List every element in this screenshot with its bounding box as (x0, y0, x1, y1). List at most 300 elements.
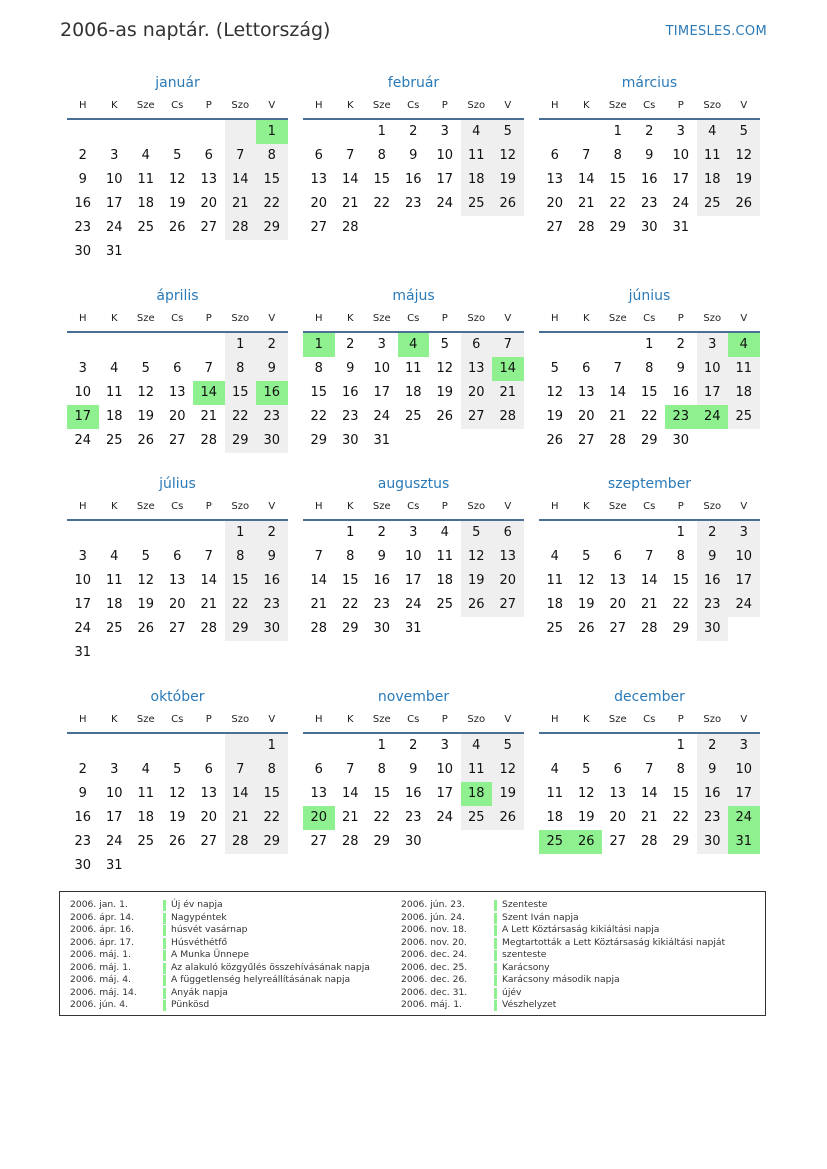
day-cell: 16 (640, 172, 658, 187)
day-cell: 30 (672, 433, 690, 448)
weekday-label: H (314, 313, 323, 324)
holiday-day-cell: 25 (539, 830, 571, 854)
day-cell: 18 (105, 409, 123, 424)
day-cell: 7 (225, 144, 257, 168)
day-cell: 26 (137, 433, 155, 448)
weekday-label: Cs (171, 313, 184, 324)
holiday-color-marker (163, 975, 166, 986)
day-cell: 30 (256, 429, 288, 453)
day-cell: 29 (672, 834, 690, 849)
legend-date: 2006. ápr. 14. (70, 911, 135, 923)
day-cell: 19 (461, 569, 493, 593)
day-cell: 10 (105, 172, 123, 187)
day-cell: 31 (105, 244, 123, 259)
day-cell: 5 (141, 361, 150, 376)
day-cell: 23 (74, 834, 92, 849)
day-cell: 10 (672, 148, 690, 163)
day-cell: 10 (728, 758, 760, 782)
weekday-label: Cs (171, 714, 184, 725)
day-cell: 15 (256, 782, 288, 806)
holiday-color-marker (163, 1000, 166, 1011)
day-cell: 17 (74, 597, 92, 612)
day-cell: 14 (640, 573, 658, 588)
holiday-day-cell: 1 (256, 120, 288, 144)
day-cell: 23 (341, 409, 359, 424)
day-cell: 31 (404, 621, 422, 636)
day-cell: 17 (105, 196, 123, 211)
month-9 (539, 471, 760, 641)
day-cell: 8 (225, 357, 257, 381)
weekday-label: Sze (608, 313, 627, 324)
holiday-day-cell: 1 (303, 333, 335, 357)
day-cell: 26 (168, 834, 186, 849)
day-cell: 6 (173, 361, 182, 376)
day-cell: 16 (74, 196, 92, 211)
day-cell: 7 (314, 549, 323, 564)
day-cell: 4 (141, 148, 150, 163)
day-grid (539, 333, 760, 453)
holiday-day-cell: 14 (492, 357, 524, 381)
month-name: szeptember (607, 476, 692, 492)
day-cell: 7 (645, 762, 654, 777)
weekday-label: H (550, 714, 559, 725)
day-grid (303, 333, 524, 453)
day-grid (303, 120, 524, 240)
weekday-label: Szo (467, 714, 486, 725)
day-cell: 5 (582, 549, 591, 564)
weekday-label: K (110, 714, 118, 725)
empty-cell (571, 120, 603, 144)
day-grid (67, 521, 288, 665)
day-cell: 12 (137, 573, 155, 588)
weekday-header (539, 495, 760, 521)
day-cell: 17 (697, 381, 729, 405)
day-cell: 10 (697, 357, 729, 381)
day-cell: 16 (373, 573, 391, 588)
day-cell: 19 (168, 196, 186, 211)
day-cell: 16 (74, 810, 92, 825)
month-name: február (387, 75, 440, 91)
day-cell: 18 (697, 168, 729, 192)
day-cell: 19 (577, 597, 595, 612)
month-5 (303, 283, 524, 453)
month-name: január (155, 75, 200, 91)
month-name: október (150, 689, 205, 705)
weekday-label: H (78, 100, 87, 111)
empty-cell (99, 333, 131, 357)
day-cell: 2 (409, 738, 418, 753)
empty-cell (602, 734, 634, 758)
legend-holiday-name: Az alakuló közgyűlés összehívásának napja (171, 961, 370, 973)
day-cell: 24 (436, 196, 454, 211)
day-cell: 1 (346, 525, 355, 540)
holiday-color-marker (494, 950, 497, 961)
legend-holiday-name: húsvét vasárnap (171, 924, 248, 935)
day-cell: 27 (609, 621, 627, 636)
weekday-header (303, 495, 524, 521)
weekday-label: Cs (407, 501, 420, 512)
weekday-label: Cs (643, 313, 656, 324)
day-cell: 1 (256, 734, 288, 758)
day-cell: 21 (577, 196, 595, 211)
day-cell: 27 (461, 405, 493, 429)
day-cell: 25 (697, 192, 729, 216)
month-2 (303, 70, 524, 240)
weekday-header (67, 495, 288, 521)
day-cell: 9 (409, 762, 418, 777)
legend-row (401, 949, 725, 962)
weekday-label: P (677, 100, 684, 111)
holiday-color-marker (163, 925, 166, 936)
day-cell: 14 (341, 786, 359, 801)
day-cell: 24 (728, 593, 760, 617)
weekday-label: Szo (703, 313, 722, 324)
day-cell: 25 (137, 834, 155, 849)
day-cell: 10 (105, 786, 123, 801)
day-cell: 6 (492, 521, 524, 545)
weekday-label: H (550, 313, 559, 324)
day-cell: 30 (640, 220, 658, 235)
day-cell: 27 (168, 433, 186, 448)
holiday-color-marker (494, 988, 497, 999)
legend-holiday-name: Pünkösd (171, 999, 210, 1010)
day-cell: 16 (341, 385, 359, 400)
day-cell: 14 (225, 168, 257, 192)
day-cell: 22 (225, 593, 257, 617)
empty-cell (193, 734, 225, 758)
empty-cell (303, 120, 335, 144)
holiday-day-cell: 26 (571, 830, 603, 854)
day-cell: 16 (256, 569, 288, 593)
day-cell: 21 (640, 810, 658, 825)
day-cell: 6 (461, 333, 493, 357)
day-cell: 28 (640, 621, 658, 636)
day-cell: 24 (672, 196, 690, 211)
day-cell: 19 (577, 810, 595, 825)
holiday-color-marker (163, 938, 166, 949)
day-cell: 20 (168, 409, 186, 424)
day-cell: 7 (204, 361, 213, 376)
day-cell: 22 (310, 409, 328, 424)
day-cell: 2 (676, 337, 685, 352)
day-cell: 15 (341, 573, 359, 588)
day-cell: 3 (110, 148, 119, 163)
day-cell: 12 (436, 361, 454, 376)
weekday-label: V (740, 100, 748, 111)
day-cell: 19 (137, 597, 155, 612)
day-cell: 10 (74, 385, 92, 400)
day-cell: 12 (168, 172, 186, 187)
day-cell: 9 (78, 786, 87, 801)
weekday-label: K (110, 501, 118, 512)
day-cell: 5 (582, 762, 591, 777)
day-cell: 27 (546, 220, 564, 235)
day-cell: 14 (609, 385, 627, 400)
day-cell: 25 (461, 192, 493, 216)
day-cell: 8 (377, 148, 386, 163)
empty-cell (634, 521, 666, 545)
day-cell: 7 (225, 758, 257, 782)
empty-cell (162, 734, 194, 758)
day-cell: 27 (200, 834, 218, 849)
weekday-label: P (205, 100, 212, 111)
day-cell: 13 (492, 545, 524, 569)
day-cell: 20 (546, 196, 564, 211)
day-cell: 30 (404, 834, 422, 849)
day-cell: 19 (492, 168, 524, 192)
day-cell: 8 (613, 148, 622, 163)
day-cell: 14 (640, 786, 658, 801)
holiday-color-marker (494, 1000, 497, 1011)
day-cell: 30 (74, 244, 92, 259)
day-cell: 22 (373, 196, 391, 211)
empty-cell (571, 521, 603, 545)
weekday-label: Szo (231, 100, 250, 111)
legend-row (401, 912, 725, 925)
day-cell: 13 (168, 573, 186, 588)
day-cell: 7 (582, 148, 591, 163)
day-cell: 24 (373, 409, 391, 424)
day-cell: 30 (341, 433, 359, 448)
legend-row (70, 962, 370, 975)
holiday-day-cell: 20 (303, 806, 335, 830)
month-1 (67, 70, 288, 264)
day-cell: 25 (137, 220, 155, 235)
legend-date: 2006. máj. 14. (70, 986, 137, 998)
brand-link[interactable]: TIMESLES.COM (665, 24, 767, 39)
day-cell: 26 (577, 621, 595, 636)
day-cell: 20 (461, 381, 493, 405)
day-cell: 28 (225, 216, 257, 240)
day-cell: 5 (550, 361, 559, 376)
day-cell: 9 (697, 758, 729, 782)
day-cell: 25 (546, 621, 564, 636)
empty-cell (193, 333, 225, 357)
legend-date: 2006. jún. 23. (401, 899, 465, 910)
weekday-label: K (110, 100, 118, 111)
day-cell: 3 (440, 124, 449, 139)
day-cell: 7 (204, 549, 213, 564)
day-cell: 11 (137, 172, 155, 187)
day-cell: 20 (168, 597, 186, 612)
day-cell: 26 (137, 621, 155, 636)
day-cell: 29 (373, 834, 391, 849)
empty-cell (335, 120, 367, 144)
day-grid (67, 734, 288, 878)
day-cell: 7 (645, 549, 654, 564)
legend-row (70, 912, 370, 925)
month-name: április (156, 288, 199, 304)
day-cell: 2 (346, 337, 355, 352)
day-cell: 6 (314, 148, 323, 163)
weekday-label: H (550, 501, 559, 512)
day-cell: 24 (74, 433, 92, 448)
day-cell: 18 (404, 385, 422, 400)
day-cell: 2 (377, 525, 386, 540)
legend-row (401, 987, 725, 1000)
day-cell: 25 (461, 806, 493, 830)
day-cell: 20 (492, 569, 524, 593)
legend-row (401, 937, 725, 950)
day-cell: 21 (225, 192, 257, 216)
day-cell: 23 (404, 810, 422, 825)
weekday-label: Sze (608, 501, 627, 512)
weekday-label: Sze (136, 313, 155, 324)
legend-holiday-name: A Lett Köztársaság kikiáltási napja (502, 924, 660, 935)
day-cell: 29 (256, 830, 288, 854)
empty-cell (99, 521, 131, 545)
day-cell: 6 (613, 549, 622, 564)
empty-cell (571, 333, 603, 357)
empty-cell (303, 734, 335, 758)
day-cell: 1 (225, 333, 257, 357)
day-cell: 18 (728, 381, 760, 405)
legend-holiday-name: Anyák napja (171, 986, 228, 998)
weekday-label: Cs (171, 100, 184, 111)
weekday-label: V (504, 501, 512, 512)
weekday-label: Szo (703, 100, 722, 111)
day-cell: 10 (373, 361, 391, 376)
legend-holiday-name: Szent Iván napja (502, 911, 579, 923)
day-cell: 19 (137, 409, 155, 424)
day-cell: 20 (609, 810, 627, 825)
empty-cell (130, 521, 162, 545)
day-cell: 11 (404, 361, 422, 376)
weekday-label: K (110, 313, 118, 324)
day-cell: 11 (137, 786, 155, 801)
weekday-label: Szo (703, 714, 722, 725)
day-cell: 14 (225, 782, 257, 806)
day-cell: 16 (697, 569, 729, 593)
empty-cell (225, 734, 257, 758)
day-cell: 26 (492, 806, 524, 830)
day-cell: 27 (609, 834, 627, 849)
weekday-label: Cs (407, 313, 420, 324)
day-cell: 26 (728, 192, 760, 216)
day-cell: 5 (173, 148, 182, 163)
weekday-label: Szo (467, 313, 486, 324)
day-cell: 21 (200, 409, 218, 424)
day-cell: 28 (200, 621, 218, 636)
day-cell: 7 (346, 148, 355, 163)
empty-cell (571, 734, 603, 758)
holiday-day-cell: 18 (461, 782, 493, 806)
day-cell: 11 (105, 573, 123, 588)
day-cell: 29 (225, 617, 257, 641)
page-title: 2006-as naptár. (Lettország) (60, 19, 331, 41)
day-cell: 2 (78, 762, 87, 777)
day-cell: 13 (609, 573, 627, 588)
day-cell: 9 (645, 148, 654, 163)
day-cell: 18 (436, 573, 454, 588)
weekday-label: V (268, 714, 276, 725)
day-cell: 24 (436, 810, 454, 825)
day-cell: 27 (577, 433, 595, 448)
day-cell: 1 (676, 525, 685, 540)
month-4 (67, 283, 288, 453)
weekday-label: Cs (643, 501, 656, 512)
month-name: november (377, 689, 450, 705)
day-cell: 25 (105, 433, 123, 448)
day-cell: 5 (141, 549, 150, 564)
weekday-label: H (78, 714, 87, 725)
day-cell: 23 (74, 220, 92, 235)
day-cell: 24 (74, 621, 92, 636)
day-cell: 28 (200, 433, 218, 448)
day-cell: 15 (256, 168, 288, 192)
legend-row (70, 987, 370, 1000)
day-cell: 4 (697, 120, 729, 144)
day-cell: 31 (373, 433, 391, 448)
day-cell: 13 (310, 786, 328, 801)
day-cell: 3 (78, 361, 87, 376)
day-cell: 12 (492, 144, 524, 168)
day-grid (303, 521, 524, 641)
day-cell: 30 (697, 830, 729, 854)
weekday-header (67, 708, 288, 734)
legend-date: 2006. nov. 20. (401, 936, 467, 948)
day-cell: 21 (640, 597, 658, 612)
day-cell: 7 (346, 762, 355, 777)
weekday-label: V (268, 100, 276, 111)
day-cell: 23 (256, 405, 288, 429)
weekday-label: V (504, 313, 512, 324)
day-cell: 23 (256, 593, 288, 617)
weekday-label: Sze (372, 501, 391, 512)
day-cell: 19 (728, 168, 760, 192)
day-cell: 22 (256, 806, 288, 830)
day-cell: 26 (436, 409, 454, 424)
day-cell: 20 (310, 196, 328, 211)
weekday-label: K (346, 100, 354, 111)
empty-cell (162, 120, 194, 144)
day-cell: 19 (546, 409, 564, 424)
holiday-day-cell: 24 (697, 405, 729, 429)
day-cell: 19 (492, 782, 524, 806)
weekday-label: Sze (372, 100, 391, 111)
day-cell: 21 (609, 409, 627, 424)
legend-holiday-name: Vészhelyzet (502, 999, 557, 1010)
day-cell: 22 (256, 192, 288, 216)
day-cell: 6 (550, 148, 559, 163)
empty-cell (193, 521, 225, 545)
day-cell: 4 (110, 361, 119, 376)
day-cell: 15 (373, 786, 391, 801)
day-cell: 16 (672, 385, 690, 400)
day-cell: 4 (141, 762, 150, 777)
legend-date: 2006. jún. 24. (401, 911, 465, 923)
day-cell: 3 (676, 124, 685, 139)
day-cell: 13 (546, 172, 564, 187)
day-cell: 23 (640, 196, 658, 211)
legend-row (401, 962, 725, 975)
day-cell: 21 (200, 597, 218, 612)
weekday-label: V (740, 313, 748, 324)
day-cell: 3 (409, 525, 418, 540)
day-grid (67, 333, 288, 453)
day-cell: 22 (225, 405, 257, 429)
day-cell: 15 (672, 786, 690, 801)
legend-holiday-name: Nagypéntek (171, 911, 227, 923)
day-cell: 26 (546, 433, 564, 448)
day-cell: 8 (676, 549, 685, 564)
legend-row (70, 949, 370, 962)
weekday-header (303, 708, 524, 734)
day-cell: 2 (78, 148, 87, 163)
day-cell: 21 (341, 810, 359, 825)
weekday-label: Cs (171, 501, 184, 512)
month-name: július (159, 476, 196, 492)
